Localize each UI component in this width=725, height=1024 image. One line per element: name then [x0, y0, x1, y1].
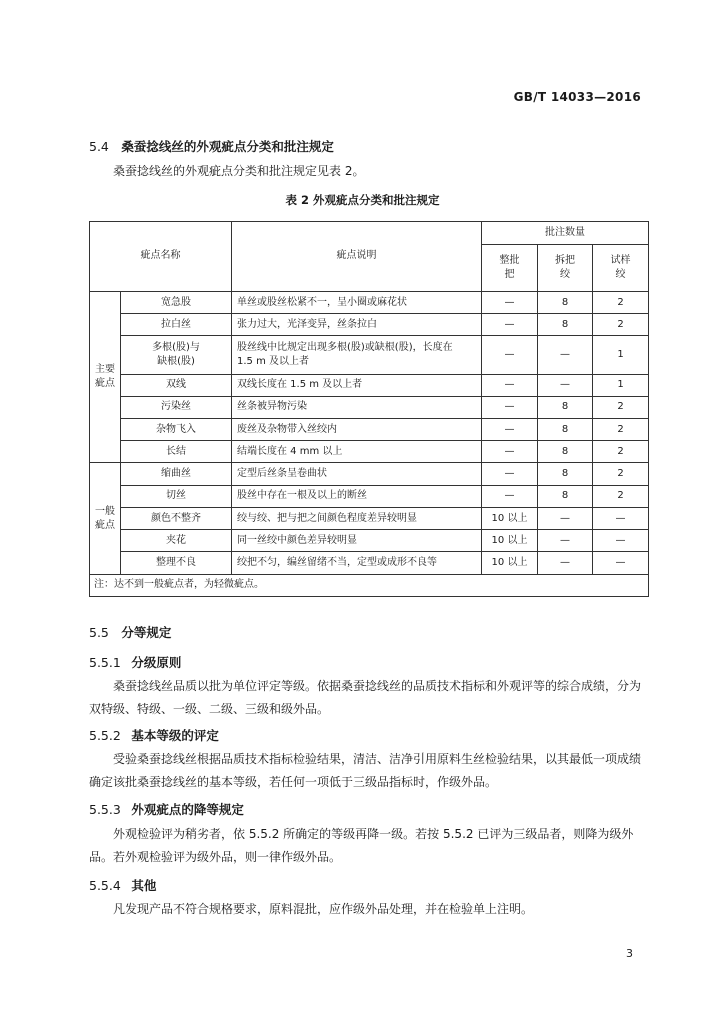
cell-removed: 8 — [538, 291, 593, 313]
standard-code: GB/T 14033—2016 — [513, 90, 641, 104]
cell-sample: 2 — [593, 291, 649, 313]
defect-name: 夹花 — [121, 530, 232, 552]
table-note: 注：达不到一般疵点者，为轻微疵点。 — [90, 574, 649, 596]
section-5-5-heading — [89, 623, 171, 641]
header-defect-name: 疵点名称 — [90, 222, 232, 292]
cell-batch: — — [482, 336, 538, 374]
cell-batch: 10 以上 — [482, 507, 538, 529]
cell-batch: — — [482, 291, 538, 313]
defect-desc: 废丝及杂物带入丝绞内 — [232, 418, 482, 440]
defect-name: 宽急股 — [121, 291, 232, 313]
section-5-5-3-text: 外观检验评为稍劣者，依 5.5.2 所确定的等级再降一级。若按 5.5.2 已评为三级品者，则降为级外品。若外观检验评为级外品，则一律作级外品。 — [89, 827, 634, 864]
section-5-5-1-heading — [89, 653, 181, 671]
table-row — [90, 336, 649, 374]
defect-name: 切丝 — [121, 485, 232, 507]
cell-sample: 2 — [593, 463, 649, 485]
cell-batch: — — [482, 374, 538, 396]
table-header-row — [90, 222, 649, 245]
group-general: 一般 疵点 — [90, 463, 121, 574]
cell-sample: 2 — [593, 485, 649, 507]
table-row — [90, 552, 649, 574]
header-mark-count: 批注数量 — [482, 222, 649, 245]
defect-desc: 双线长度在 1.5 m 及以上者 — [232, 374, 482, 396]
cell-sample: 2 — [593, 418, 649, 440]
table-row — [90, 463, 649, 485]
defect-name: 整理不良 — [121, 552, 232, 574]
defect-desc: 绞与绞、把与把之间颜色程度差异较明显 — [232, 507, 482, 529]
section-5-5-3-heading — [89, 800, 244, 818]
defect-desc: 股丝线中比规定出现多根(股)或缺根(股)，长度在 1.5 m 及以上者 — [232, 336, 482, 374]
section-title: 其他 — [131, 878, 157, 893]
cell-batch: 10 以上 — [482, 552, 538, 574]
section-5-4-heading — [89, 137, 334, 155]
table-row — [90, 418, 649, 440]
section-number: 5.5 — [89, 625, 109, 640]
cell-batch: — — [482, 396, 538, 418]
section-title: 分等规定 — [121, 625, 172, 640]
cell-removed: 8 — [538, 463, 593, 485]
cell-removed: 8 — [538, 441, 593, 463]
cell-removed: 8 — [538, 314, 593, 336]
defect-desc: 股丝中存在一根及以上的断丝 — [232, 485, 482, 507]
cell-removed: — — [538, 374, 593, 396]
header-defect-desc: 疵点说明 — [232, 222, 482, 292]
defect-desc: 同一丝绞中颜色差异较明显 — [232, 530, 482, 552]
defect-desc: 丝条被异物污染 — [232, 396, 482, 418]
cell-removed: 8 — [538, 485, 593, 507]
group-major: 主要 疵点 — [90, 291, 121, 463]
defect-table — [89, 221, 649, 597]
section-number: 5.5.1 — [89, 655, 121, 670]
defect-name: 长结 — [121, 441, 232, 463]
defect-desc: 绞把不匀，编丝留绪不当，定型或成形不良等 — [232, 552, 482, 574]
cell-removed: 8 — [538, 418, 593, 440]
section-number: 5.4 — [89, 139, 109, 154]
section-5-5-4-heading — [89, 876, 156, 894]
header-sample: 试样 绞 — [593, 245, 649, 292]
section-number: 5.5.3 — [89, 802, 121, 817]
table-row — [90, 396, 649, 418]
defect-name: 拉白丝 — [121, 314, 232, 336]
cell-sample: 1 — [593, 336, 649, 374]
defect-name: 缩曲丝 — [121, 463, 232, 485]
section-5-4-text: 桑蚕捻线丝的外观疵点分类和批注规定见表 2。 — [113, 164, 365, 178]
section-5-5-2-heading — [89, 726, 219, 744]
cell-removed: 8 — [538, 396, 593, 418]
section-title: 外观疵点的降等规定 — [131, 802, 244, 817]
cell-sample: — — [593, 530, 649, 552]
section-5-5-4-text: 凡发现产品不符合规格要求，原料混批，应作级外品处理，并在检验单上注明。 — [113, 902, 534, 916]
cell-sample: — — [593, 552, 649, 574]
cell-batch: — — [482, 441, 538, 463]
section-title: 基本等级的评定 — [131, 728, 219, 743]
cell-batch: — — [482, 463, 538, 485]
table-row — [90, 530, 649, 552]
cell-removed: — — [538, 552, 593, 574]
table-row — [90, 485, 649, 507]
defect-name: 双线 — [121, 374, 232, 396]
cell-batch: — — [482, 418, 538, 440]
defect-desc: 单丝或股丝松紧不一，呈小圈或麻花状 — [232, 291, 482, 313]
defect-desc: 张力过大，光泽变异，丝条拉白 — [232, 314, 482, 336]
cell-batch: — — [482, 485, 538, 507]
header-removed: 拆把 绞 — [538, 245, 593, 292]
table-row — [90, 441, 649, 463]
table-note-row — [90, 574, 649, 596]
section-number: 5.5.4 — [89, 878, 121, 893]
table-row — [90, 314, 649, 336]
table-row — [90, 507, 649, 529]
cell-batch: 10 以上 — [482, 530, 538, 552]
defect-name: 颜色不整齐 — [121, 507, 232, 529]
cell-sample: 2 — [593, 396, 649, 418]
cell-removed: — — [538, 336, 593, 374]
section-title: 分级原则 — [131, 655, 182, 670]
defect-name: 多根(股)与 缺根(股) — [121, 336, 232, 374]
cell-sample: 2 — [593, 441, 649, 463]
page-number: 3 — [626, 947, 633, 960]
cell-batch: — — [482, 314, 538, 336]
defect-desc: 结端长度在 4 mm 以上 — [232, 441, 482, 463]
defect-name: 杂物飞入 — [121, 418, 232, 440]
cell-sample: 1 — [593, 374, 649, 396]
table-caption: 表 2 外观疵点分类和批注规定 — [285, 193, 440, 207]
cell-sample: 2 — [593, 314, 649, 336]
cell-removed: — — [538, 530, 593, 552]
section-5-5-1-text: 桑蚕捻线丝品质以批为单位评定等级。依据桑蚕捻线丝的品质技术指标和外观评等的综合成绩，分为双特级、特级、一级、二级、三级和级外品。 — [89, 679, 642, 716]
cell-sample: — — [593, 507, 649, 529]
defect-name: 污染丝 — [121, 396, 232, 418]
table-row — [90, 291, 649, 313]
section-title: 桑蚕捻线丝的外观疵点分类和批注规定 — [121, 139, 334, 154]
section-5-5-2-text: 受验桑蚕捻线丝根据品质技术指标检验结果，清洁、洁净引用原料生丝检验结果，以其最低一项成绩确定该批桑蚕捻线丝的基本等级，若任何一项低于三级品指标时，作级外品。 — [89, 752, 642, 789]
table-row — [90, 374, 649, 396]
cell-removed: — — [538, 507, 593, 529]
section-number: 5.5.2 — [89, 728, 121, 743]
header-whole-batch: 整批 把 — [482, 245, 538, 292]
defect-desc: 定型后丝条呈卷曲状 — [232, 463, 482, 485]
